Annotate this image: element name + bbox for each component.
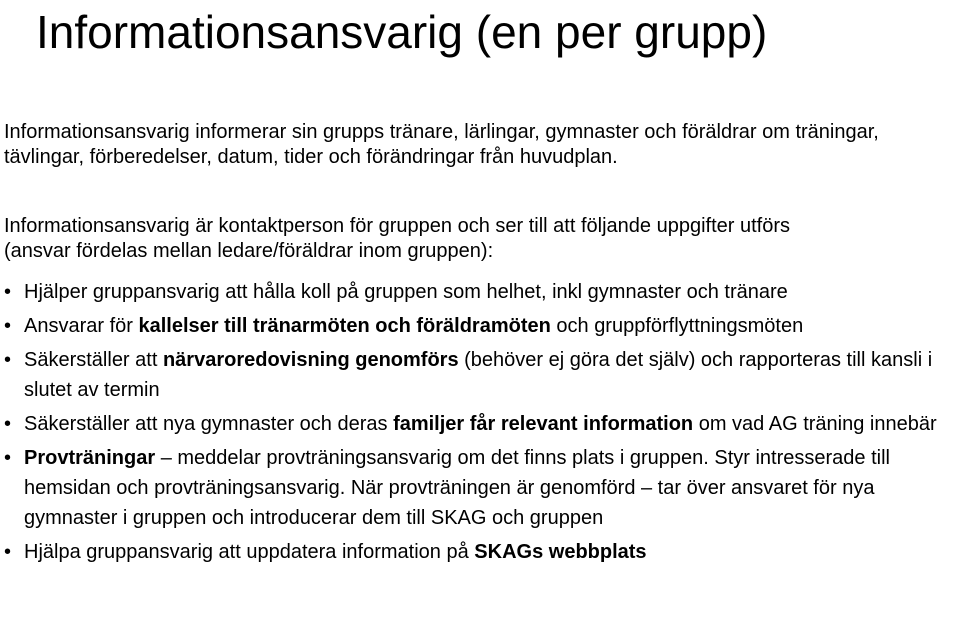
bullet-icon: • <box>4 447 12 469</box>
responsibility-paragraph-line-1: Informationsansvarig är kontaktperson för gruppen och ser till att följande uppgifter utförs <box>4 215 790 237</box>
task-item <box>4 537 954 567</box>
responsibility-paragraph-line-2: (ansvar fördelas mellan ledare/föräldrar inom gruppen): <box>4 240 494 262</box>
task-text-emphasis: Provträningar <box>24 447 156 469</box>
task-text-emphasis: SKAGs webbplats <box>474 541 647 563</box>
responsibility-paragraph <box>4 214 954 264</box>
task-text: – meddelar provträningsansvarig om det finns plats i gruppen. Styr intresserade till hemsidan och provträningsansvarig. När provträningen är genomförd – tar över ansvaret för nya gymnaster i gruppen och introducerar dem till SKAG och gruppen <box>24 447 890 529</box>
bullet-icon: • <box>4 541 12 563</box>
task-text: Hjälpa gruppansvarig att uppdatera information på <box>24 541 475 563</box>
task-text: Säkerställer att <box>24 349 163 371</box>
task-item <box>4 345 954 405</box>
task-text: om vad AG träning innebär <box>693 413 937 435</box>
task-item <box>4 311 954 341</box>
task-item <box>4 277 954 307</box>
task-text: Hjälper gruppansvarig att hålla koll på gruppen som helhet, inkl gymnaster och tränare <box>24 281 788 303</box>
task-text: och gruppförflyttningsmöten <box>550 315 804 337</box>
bullet-icon: • <box>4 413 12 435</box>
task-item <box>4 409 954 439</box>
task-text: (behöver ej göra det själv) och rapporteras till kansli i slutet av termin <box>24 349 933 401</box>
page-title: Informationsansvarig (en per grupp) <box>36 6 768 58</box>
task-text-emphasis: familjer får relevant information <box>393 413 694 435</box>
task-text: Säkerställer att nya gymnaster och deras <box>24 413 394 435</box>
task-item <box>4 443 954 533</box>
task-list <box>4 277 954 571</box>
task-text: Ansvarar för <box>24 315 139 337</box>
intro-paragraph: Informationsansvarig informerar sin grupps tränare, lärlingar, gymnaster och föräldrar om träningar, tävlingar, förberedelser, datum, tider och förändringar från huvudplan. <box>4 121 879 168</box>
bullet-icon: • <box>4 315 12 337</box>
task-text-emphasis: närvaroredovisning genomförs <box>162 349 459 371</box>
bullet-icon: • <box>4 349 12 371</box>
bullet-icon: • <box>4 281 12 303</box>
task-text-emphasis: kallelser till tränarmöten och föräldramöten <box>138 315 551 337</box>
